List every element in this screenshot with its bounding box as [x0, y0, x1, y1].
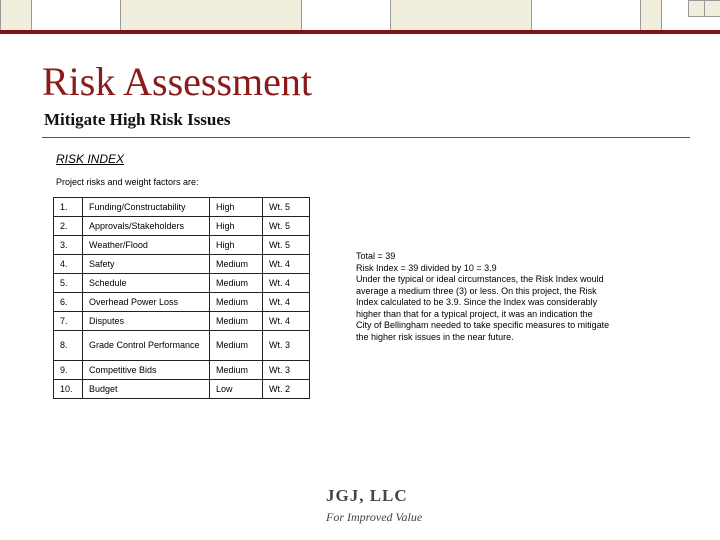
header-block [390, 0, 532, 31]
risk-level: High [210, 217, 263, 236]
summary-line: Total = 39 [356, 251, 396, 261]
summary-line: higher than that for a typical project, it was an indication the [356, 308, 593, 319]
risk-number: 5. [54, 274, 83, 293]
risk-item: Overhead Power Loss [83, 293, 210, 312]
header-square [688, 0, 705, 17]
header-block [640, 0, 662, 31]
risk-number: 1. [54, 198, 83, 217]
risk-number: 4. [54, 255, 83, 274]
risk-item: Disputes [83, 312, 210, 331]
risk-level: Medium [210, 312, 263, 331]
header-block [120, 0, 302, 31]
risk-weight: Wt. 4 [263, 293, 310, 312]
summary-line: Under the typical or ideal circumstances, the Risk Index would [356, 274, 604, 284]
risk-item: Competitive Bids [83, 361, 210, 380]
summary-line: City of Bellingham needed to take specific measures to mitigate [356, 320, 610, 330]
risk-intro: Project risks and weight factors are: [56, 177, 199, 187]
risk-number: 9. [54, 361, 83, 380]
risk-number: 6. [54, 293, 83, 312]
risk-weight: Wt. 4 [263, 274, 310, 293]
divider [42, 137, 690, 138]
table-row [54, 255, 310, 274]
risk-index-heading: RISK INDEX [56, 152, 125, 166]
risk-item: Budget [83, 380, 210, 399]
risk-level: Low [210, 380, 263, 399]
table-row [54, 274, 310, 293]
table-row [54, 236, 310, 255]
table-row [54, 293, 310, 312]
risk-table [53, 197, 310, 399]
risk-level: High [210, 198, 263, 217]
risk-level: Medium [210, 255, 263, 274]
risk-weight: Wt. 2 [263, 380, 310, 399]
summary-line: Index calculated to be 3.9. Since the Index was considerably [356, 297, 598, 307]
table-row [54, 361, 310, 380]
risk-weight: Wt. 4 [263, 255, 310, 274]
risk-number: 10. [54, 380, 83, 399]
risk-item: Grade Control Performance [83, 331, 210, 361]
header-block [0, 0, 32, 31]
summary-line: Risk Index = 39 divided by 10 = 3.9 [356, 262, 497, 273]
risk-item: Funding/Constructability [83, 198, 210, 217]
risk-weight: Wt. 4 [263, 312, 310, 331]
risk-weight: Wt. 3 [263, 331, 310, 361]
risk-weight: Wt. 5 [263, 198, 310, 217]
header-square [704, 0, 720, 17]
slide-title: Risk Assessment [42, 59, 313, 104]
summary-line: the higher risk issues in the near future. [356, 331, 514, 342]
risk-level: Medium [210, 331, 263, 361]
risk-number: 7. [54, 312, 83, 331]
risk-level: Medium [210, 293, 263, 312]
risk-level: Medium [210, 274, 263, 293]
summary-line: average a medium three (3) or less. On this project, the Risk [356, 285, 597, 296]
risk-number: 8. [54, 331, 83, 361]
header-bar [0, 0, 720, 34]
table-row [54, 198, 310, 217]
table-row [54, 331, 310, 361]
risk-item: Schedule [83, 274, 210, 293]
logo-tagline: For Improved Value [326, 510, 423, 524]
slide-subtitle: Mitigate High Risk Issues [44, 110, 231, 129]
risk-weight: Wt. 5 [263, 236, 310, 255]
summary-text [356, 251, 648, 343]
risk-level: Medium [210, 361, 263, 380]
risk-number: 2. [54, 217, 83, 236]
risk-item: Safety [83, 255, 210, 274]
risk-number: 3. [54, 236, 83, 255]
risk-weight: Wt. 5 [263, 217, 310, 236]
risk-level: High [210, 236, 263, 255]
table-row [54, 217, 310, 236]
table-row [54, 312, 310, 331]
risk-weight: Wt. 3 [263, 361, 310, 380]
table-row [54, 380, 310, 399]
header-red-line [0, 30, 720, 34]
risk-item: Weather/Flood [83, 236, 210, 255]
company-logo [326, 486, 446, 525]
risk-item: Approvals/Stakeholders [83, 217, 210, 236]
logo-name: JGJ, LLC [326, 486, 408, 505]
